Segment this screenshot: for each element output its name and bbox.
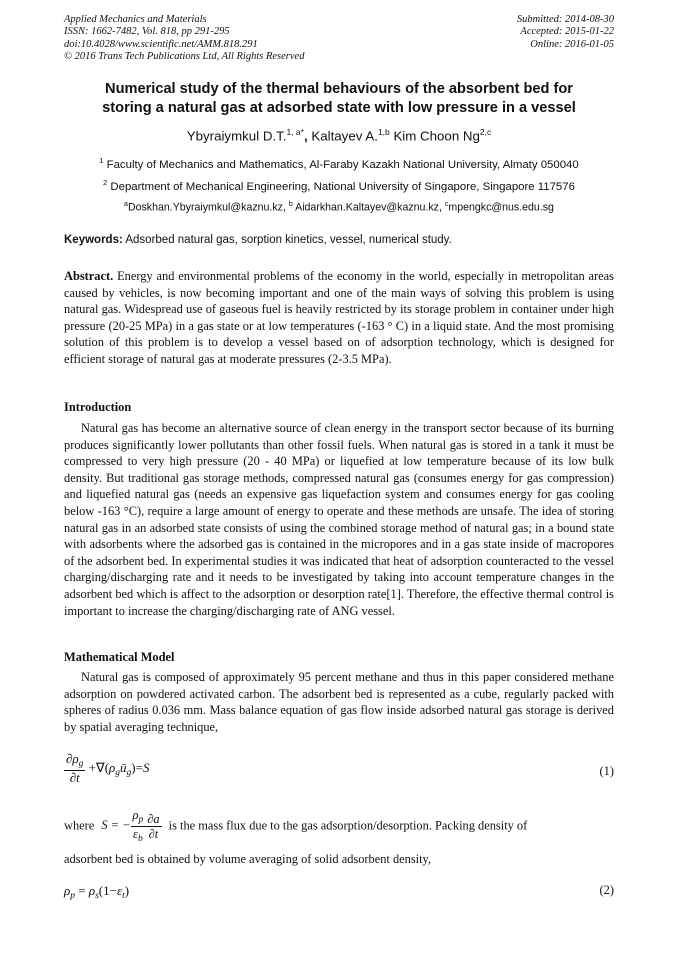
affiliation-1-text: Faculty of Mechanics and Mathematics, Al-Faraby Kazakh National University, Almaty 050040 bbox=[106, 158, 579, 171]
header-right bbox=[517, 14, 614, 51]
model-text: Natural gas is composed of approximately 95 percent methane and thus in this paper considered methane adsorption on powdered activated carbon. The adsorbent bed is represented as a cube, regularly packed with spheres of radius 0.036 mm. Mass balance equation of gas flow inside adsorbed natural gas storage is derived by spatial averaging technique, bbox=[64, 670, 614, 734]
author-3: Kim Choon Ng bbox=[393, 128, 480, 144]
eq1-time-derivative: $\frac{\partial\rho_g}{\partial t}$ bbox=[66, 751, 84, 785]
email-a[interactable]: Doskhan.Ybyraiymkul@kaznu.kz, bbox=[127, 201, 286, 214]
journal-name: Applied Mechanics and Materials bbox=[64, 14, 207, 25]
equation-2-number: (2) bbox=[599, 883, 614, 897]
where-line bbox=[64, 808, 614, 845]
keywords-label: Keywords: bbox=[64, 234, 123, 246]
accepted-date: Accepted: 2015-01-22 bbox=[520, 26, 614, 38]
email-b-marker: b bbox=[288, 201, 293, 208]
email-a-marker: a bbox=[124, 201, 128, 208]
author-list: Ybyraiymkul D.T.$^{1, a*}$, Kaltayev A.$^{1,b}$ Kim Choon Ng$^{2,c}$ bbox=[186, 127, 492, 144]
email-c[interactable]: mpengkc@nus.edu.sg bbox=[448, 201, 554, 214]
affiliation-2-number: 2 bbox=[103, 178, 108, 187]
author-1: Ybyraiymkul D.T. bbox=[186, 128, 287, 144]
abstract-text: Energy and environmental problems of the economy in the world, especially in metropolitan areas caused by vehicles, is now becoming important and one of the main ways of solving this problem is using natural gas. Widespread use of gaseous fuel is heavily restricted by its storage problem in container under high pressure (20-25 MPa) in a gas state or at low temperatures (-163 ° C) in a liquid state. And the most promising solution of this problem is to develop a vessel based on of adsorption technology, which is designed for efficient storage of natural gas at moderate pressures (2-3.5 MPa). bbox=[64, 269, 614, 366]
paper-title bbox=[64, 80, 614, 118]
email-b[interactable]: Aidarkhan.Kaltayev@kaznu.kz, bbox=[295, 201, 442, 214]
header-left bbox=[64, 14, 304, 63]
author-3-affil: 2,c bbox=[479, 127, 492, 137]
where-word: where bbox=[64, 818, 95, 833]
author-2-affil: 1,b bbox=[377, 127, 390, 137]
abstract-label: Abstract. bbox=[64, 269, 114, 283]
abstract bbox=[64, 268, 614, 368]
equation-1-number: (1) bbox=[599, 764, 614, 778]
email-c-marker: c bbox=[444, 201, 449, 208]
model-heading: Mathematical Model bbox=[64, 650, 175, 664]
author-2: Kaltayev A. bbox=[311, 128, 378, 144]
equation-2: $\rho_p = \rho_s(1-\varepsilon_t)$ (2) bbox=[64, 883, 614, 901]
packing-density-text: adsorbent bed is obtained by volume averaging of solid adsorbent density, bbox=[64, 852, 432, 866]
online-date: Online: 2016-01-05 bbox=[530, 38, 614, 50]
affiliation-2 bbox=[64, 178, 614, 193]
doi: doi:10.4028/www.scientific.net/AMM.818.291 bbox=[64, 38, 258, 50]
affiliation-1 bbox=[64, 156, 614, 171]
introduction-text: Natural gas has become an alternative source of clean energy in the transport sector because of its burning produces significantly lower pollutants than other fossil fuels. When natural gas is stored in a tank it must be compressed to very high pressure (20 - 40 MPa) or liquefied at low temperature because of its low bulk density. But traditional gas storage methods, compressed natural gas (consumes energy for gas compression) and liquefied natural gas (needs an expensive gas liquefaction system and consumes energy for gas cooling below -163 °C), require a large amount of energy to operate and these methods are unsafe. The idea of storing natural gas in an adsorbed state consists of using the combined storage method of natural gas; in a bound state with adsorbents where the adsorbed gas is contained in the micropores and in a gas state inside of macropores of the adsorbent bed. In experimental studies it was indicated that heat of adsorption counteracted to the vessel charging/discharging rate and it needs to be investigated by taking into account temperature changes in the adsorbent bed which is affect to the adsorption or desorption rate[1]. Therefore, the effective thermal control is important to increase the charging/discharging rate of ANG vessel. bbox=[64, 421, 614, 618]
title-line-2: storing a natural gas at adsorbed state with low pressure in a vessel bbox=[102, 100, 576, 116]
keywords bbox=[64, 234, 614, 246]
issn: ISSN: 1662-7482, Vol. 818, pp 291-295 bbox=[64, 26, 230, 38]
where-text: is the mass flux due to the gas adsorption/desorption. Packing density of bbox=[168, 818, 528, 833]
copyright: © 2016 Trans Tech Publications Ltd, All Rights Reserved bbox=[64, 50, 305, 62]
keywords-text: Adsorbed natural gas, sorption kinetics, vessel, numerical study. bbox=[125, 234, 452, 246]
introduction-heading: Introduction bbox=[64, 400, 132, 414]
author-1-affil: 1, a* bbox=[286, 127, 304, 137]
affiliation-1-number: 1 bbox=[99, 156, 104, 165]
affiliation-2-text: Department of Mechanical Engineering, National University of Singapore, Singapore 117576 bbox=[110, 180, 575, 193]
source-term-definition: S = − $\frac{\rho_p}{\varepsilon_b}$ $\frac{\partial a}{\partial t}$ bbox=[101, 808, 160, 844]
equation-1: $\frac{\partial\rho_g}{\partial t}$ $+\nabla(\rho_gū_g)=S$ (1) bbox=[66, 751, 614, 785]
title-line-1: Numerical study of the thermal behaviours of the absorbent bed for bbox=[105, 81, 573, 97]
author-emails bbox=[64, 201, 614, 214]
submitted-date: Submitted: 2014-08-30 bbox=[516, 14, 614, 25]
